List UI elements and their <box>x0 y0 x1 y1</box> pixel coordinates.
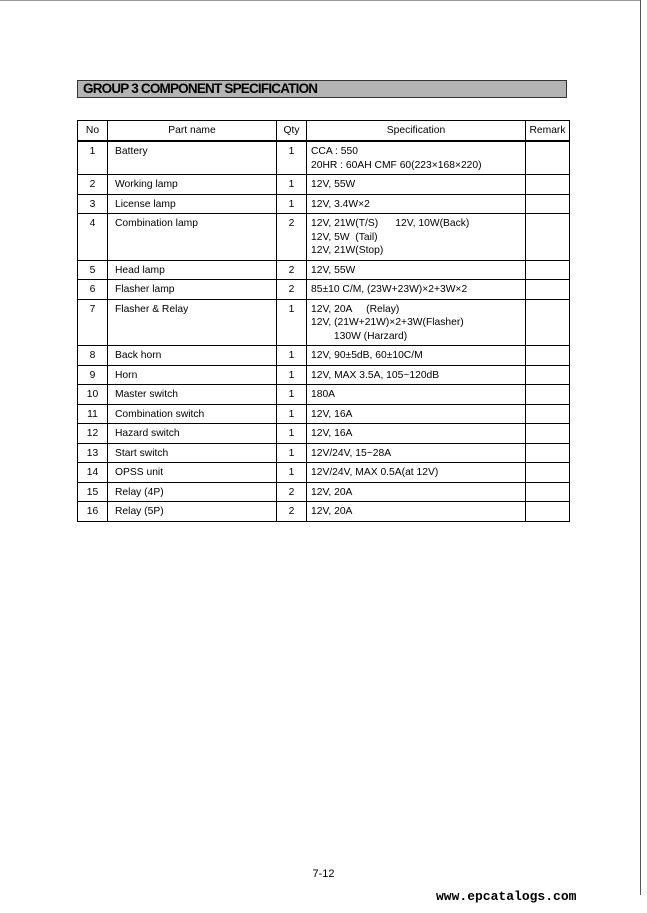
cell-remark <box>526 141 570 175</box>
cell-no: 3 <box>78 194 108 214</box>
cell-specification <box>307 175 526 195</box>
table-row <box>78 175 570 195</box>
cell-part-name: Combination switch <box>108 404 277 424</box>
cell-qty: 1 <box>277 299 307 346</box>
cell-specification <box>307 502 526 522</box>
cell-no: 13 <box>78 443 108 463</box>
spec-line: 12V, 21W(Stop) <box>311 245 384 256</box>
table-header-row <box>78 121 570 142</box>
cell-qty: 1 <box>277 463 307 483</box>
cell-no: 8 <box>78 346 108 366</box>
cell-specification <box>307 482 526 502</box>
component-spec-table <box>77 120 570 522</box>
cell-part-name: Flasher & Relay <box>108 299 277 346</box>
cell-qty: 1 <box>277 175 307 195</box>
cell-no: 11 <box>78 404 108 424</box>
cell-remark <box>526 404 570 424</box>
cell-qty: 2 <box>277 482 307 502</box>
cell-no: 10 <box>78 385 108 405</box>
header-specification: Specification <box>307 121 526 142</box>
cell-remark <box>526 260 570 280</box>
spec-line: CCA : 550 <box>311 146 358 157</box>
cell-part-name: OPSS unit <box>108 463 277 483</box>
table-row <box>78 280 570 300</box>
cell-no: 2 <box>78 175 108 195</box>
cell-part-name: Hazard switch <box>108 424 277 444</box>
spec-line: 12V, (21W+21W)×2+3W(Flasher) <box>311 317 464 328</box>
cell-specification <box>307 214 526 261</box>
cell-specification <box>307 365 526 385</box>
spec-line: 12V/24V, 15~28A <box>311 447 392 459</box>
cell-remark <box>526 502 570 522</box>
page-number: 7-12 <box>312 868 335 880</box>
cell-qty: 2 <box>277 214 307 261</box>
spec-line: 12V, 21W(T/S) 12V, 10W(Back) <box>311 218 470 229</box>
cell-specification <box>307 141 526 175</box>
table-row <box>78 463 570 483</box>
spec-line: 12V/24V, MAX 0.5A(at 12V) <box>311 467 439 478</box>
cell-no: 5 <box>78 260 108 280</box>
cell-qty: 2 <box>277 280 307 300</box>
cell-qty: 1 <box>277 346 307 366</box>
spec-line: 12V, 20A <box>311 506 353 517</box>
cell-remark <box>526 346 570 366</box>
cell-specification <box>307 443 526 463</box>
cell-qty: 2 <box>277 260 307 280</box>
cell-part-name: Battery <box>108 141 277 175</box>
cell-remark <box>526 280 570 300</box>
spec-line: 12V, 20A (Relay) <box>311 303 400 315</box>
table-row <box>78 260 570 280</box>
header-part-name: Part name <box>108 121 277 142</box>
cell-part-name: Start switch <box>108 443 277 463</box>
cell-qty: 1 <box>277 141 307 175</box>
cell-no: 1 <box>78 141 108 175</box>
spec-line: 180A <box>311 389 336 400</box>
cell-qty: 1 <box>277 385 307 405</box>
table-body <box>78 141 570 521</box>
cell-part-name: License lamp <box>108 194 277 214</box>
cell-no: 16 <box>78 502 108 522</box>
table-row <box>78 194 570 214</box>
cell-remark <box>526 365 570 385</box>
cell-remark <box>526 175 570 195</box>
cell-qty: 1 <box>277 194 307 214</box>
table-row <box>78 404 570 424</box>
table-row <box>78 346 570 366</box>
cell-qty: 1 <box>277 404 307 424</box>
cell-qty: 2 <box>277 502 307 522</box>
spec-line: 12V, MAX 3.5A, 105~120dB <box>311 369 440 381</box>
cell-remark <box>526 443 570 463</box>
header-remark: Remark <box>526 121 570 142</box>
cell-specification <box>307 463 526 483</box>
cell-part-name: Relay (4P) <box>108 482 277 502</box>
cell-specification <box>307 424 526 444</box>
cell-no: 12 <box>78 424 108 444</box>
cell-part-name: Combination lamp <box>108 214 277 261</box>
spec-line: 130W (Harzard) <box>311 330 408 342</box>
cell-specification <box>307 299 526 346</box>
cell-qty: 1 <box>277 365 307 385</box>
header-qty: Qty <box>277 121 307 142</box>
table-row <box>78 482 570 502</box>
cell-remark <box>526 482 570 502</box>
cell-qty: 1 <box>277 424 307 444</box>
spec-line: 12V, 16A <box>311 428 353 439</box>
cell-no: 4 <box>78 214 108 261</box>
cell-part-name: Back horn <box>108 346 277 366</box>
table-row <box>78 365 570 385</box>
table-row <box>78 214 570 261</box>
spec-line: 12V, 90±5dB, 60±10C/M <box>311 350 423 361</box>
watermark-url: www.epcatalogs.com <box>436 889 577 904</box>
table-row <box>78 299 570 346</box>
cell-no: 14 <box>78 463 108 483</box>
spec-line: 12V, 55W <box>311 179 356 190</box>
spec-line: 20HR : 60AH CMF 60(223×168×220) <box>311 159 482 171</box>
section-title: GROUP 3 COMPONENT SPECIFICATION <box>77 80 567 98</box>
cell-specification <box>307 346 526 366</box>
cell-part-name: Master switch <box>108 385 277 405</box>
cell-no: 6 <box>78 280 108 300</box>
spec-line: 12V, 55W <box>311 264 356 276</box>
cell-no: 15 <box>78 482 108 502</box>
cell-qty: 1 <box>277 443 307 463</box>
table-row <box>78 443 570 463</box>
cell-remark <box>526 214 570 261</box>
cell-remark <box>526 194 570 214</box>
cell-part-name: Flasher lamp <box>108 280 277 300</box>
cell-part-name: Head lamp <box>108 260 277 280</box>
page-top-edge <box>0 0 641 1</box>
cell-part-name: Relay (5P) <box>108 502 277 522</box>
cell-specification <box>307 194 526 214</box>
cell-no: 9 <box>78 365 108 385</box>
cell-specification <box>307 260 526 280</box>
table-row <box>78 502 570 522</box>
cell-specification <box>307 280 526 300</box>
cell-part-name: Horn <box>108 365 277 385</box>
header-no: No <box>78 121 108 142</box>
spec-line: 12V, 20A <box>311 486 353 498</box>
table-row <box>78 385 570 405</box>
cell-remark <box>526 299 570 346</box>
cell-specification <box>307 404 526 424</box>
cell-remark <box>526 424 570 444</box>
cell-no: 7 <box>78 299 108 346</box>
cell-remark <box>526 385 570 405</box>
spec-line: 12V, 5W (Tail) <box>311 231 378 243</box>
cell-part-name: Working lamp <box>108 175 277 195</box>
table-row <box>78 141 570 175</box>
cell-remark <box>526 463 570 483</box>
spec-line: 85±10 C/M, (23W+23W)×2+3W×2 <box>311 284 468 295</box>
table-row <box>78 424 570 444</box>
page-right-edge <box>640 0 641 895</box>
cell-specification <box>307 385 526 405</box>
spec-line: 12V, 3.4W×2 <box>311 198 370 210</box>
spec-line: 12V, 16A <box>311 408 353 420</box>
